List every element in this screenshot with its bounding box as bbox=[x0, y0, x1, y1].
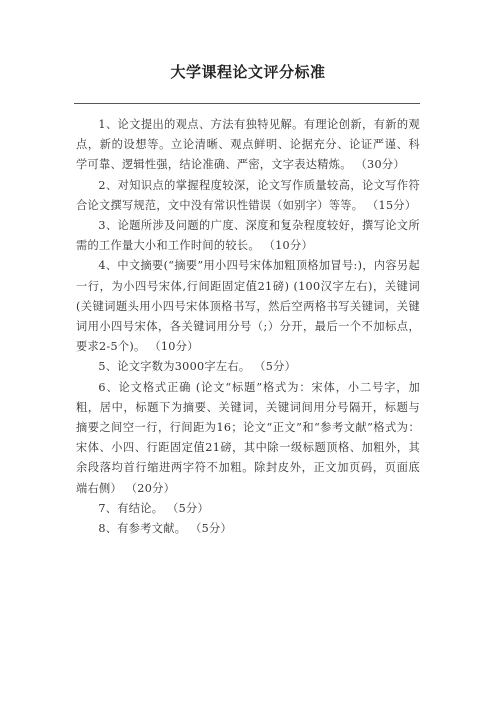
criterion-6: 6、论文格式正确 (论文“标题”格式为：宋体，小二号字，加粗，居中，标题下为摘要、关键词，关键词间用分号隔开，标题与摘要之间空一行，行间距为16；论文“正文”和“参考文献”格式为：宋体、小四、行距固定值21磅，其中除一级标题顶格、加粗外，其余段落均首行缩进两字符不加粗。除封皮外，正文加页码，页面底端右侧） （20分） bbox=[76, 380, 420, 495]
title-divider bbox=[74, 103, 420, 104]
criterion-4: 4、中文摘要(“摘要”用小四号宋体加粗顶格加冒号:)，内容另起一行，为小四号宋体,行间距固定值21磅) (100汉字左右)，关键词 (关键词题头用小四号宋体顶格书写，然后空两格书写关键词，关键词用小四号宋体，各关键词用分号（;）分开，最后一个不加标点，要求2-5个)。 （10分） bbox=[76, 259, 420, 354]
page-title: 大学课程论文评分标准 bbox=[170, 63, 326, 81]
criterion-7: 7、有结论。 （5分） bbox=[98, 501, 209, 515]
document-body bbox=[76, 115, 420, 539]
criterion-2: 2、对知识点的掌握程度较深，论文写作质量较高，论文写作符合论文撰写规范，文中没有常识性错误（如别字）等等。 （15分） bbox=[76, 178, 420, 212]
criterion-3: 3、论题所涉及问题的广度、深度和复杂程度较好，撰写论文所需的工作量大小和工作时间的较长。 （10分） bbox=[76, 219, 420, 253]
criterion-8: 8、有参考文献。 （5分） bbox=[98, 522, 232, 536]
criterion-5: 5、论文字数为3000字左右。 （5分） bbox=[98, 360, 297, 374]
criterion-1: 1、论文提出的观点、方法有独特见解。有理论创新，有新的观点，新的设想等。立论清晰、观点鲜明、论据充分、论证严谨、科学可靠、逻辑性强，结论准确、严密，文字表达精炼。 （30分） bbox=[76, 118, 420, 172]
